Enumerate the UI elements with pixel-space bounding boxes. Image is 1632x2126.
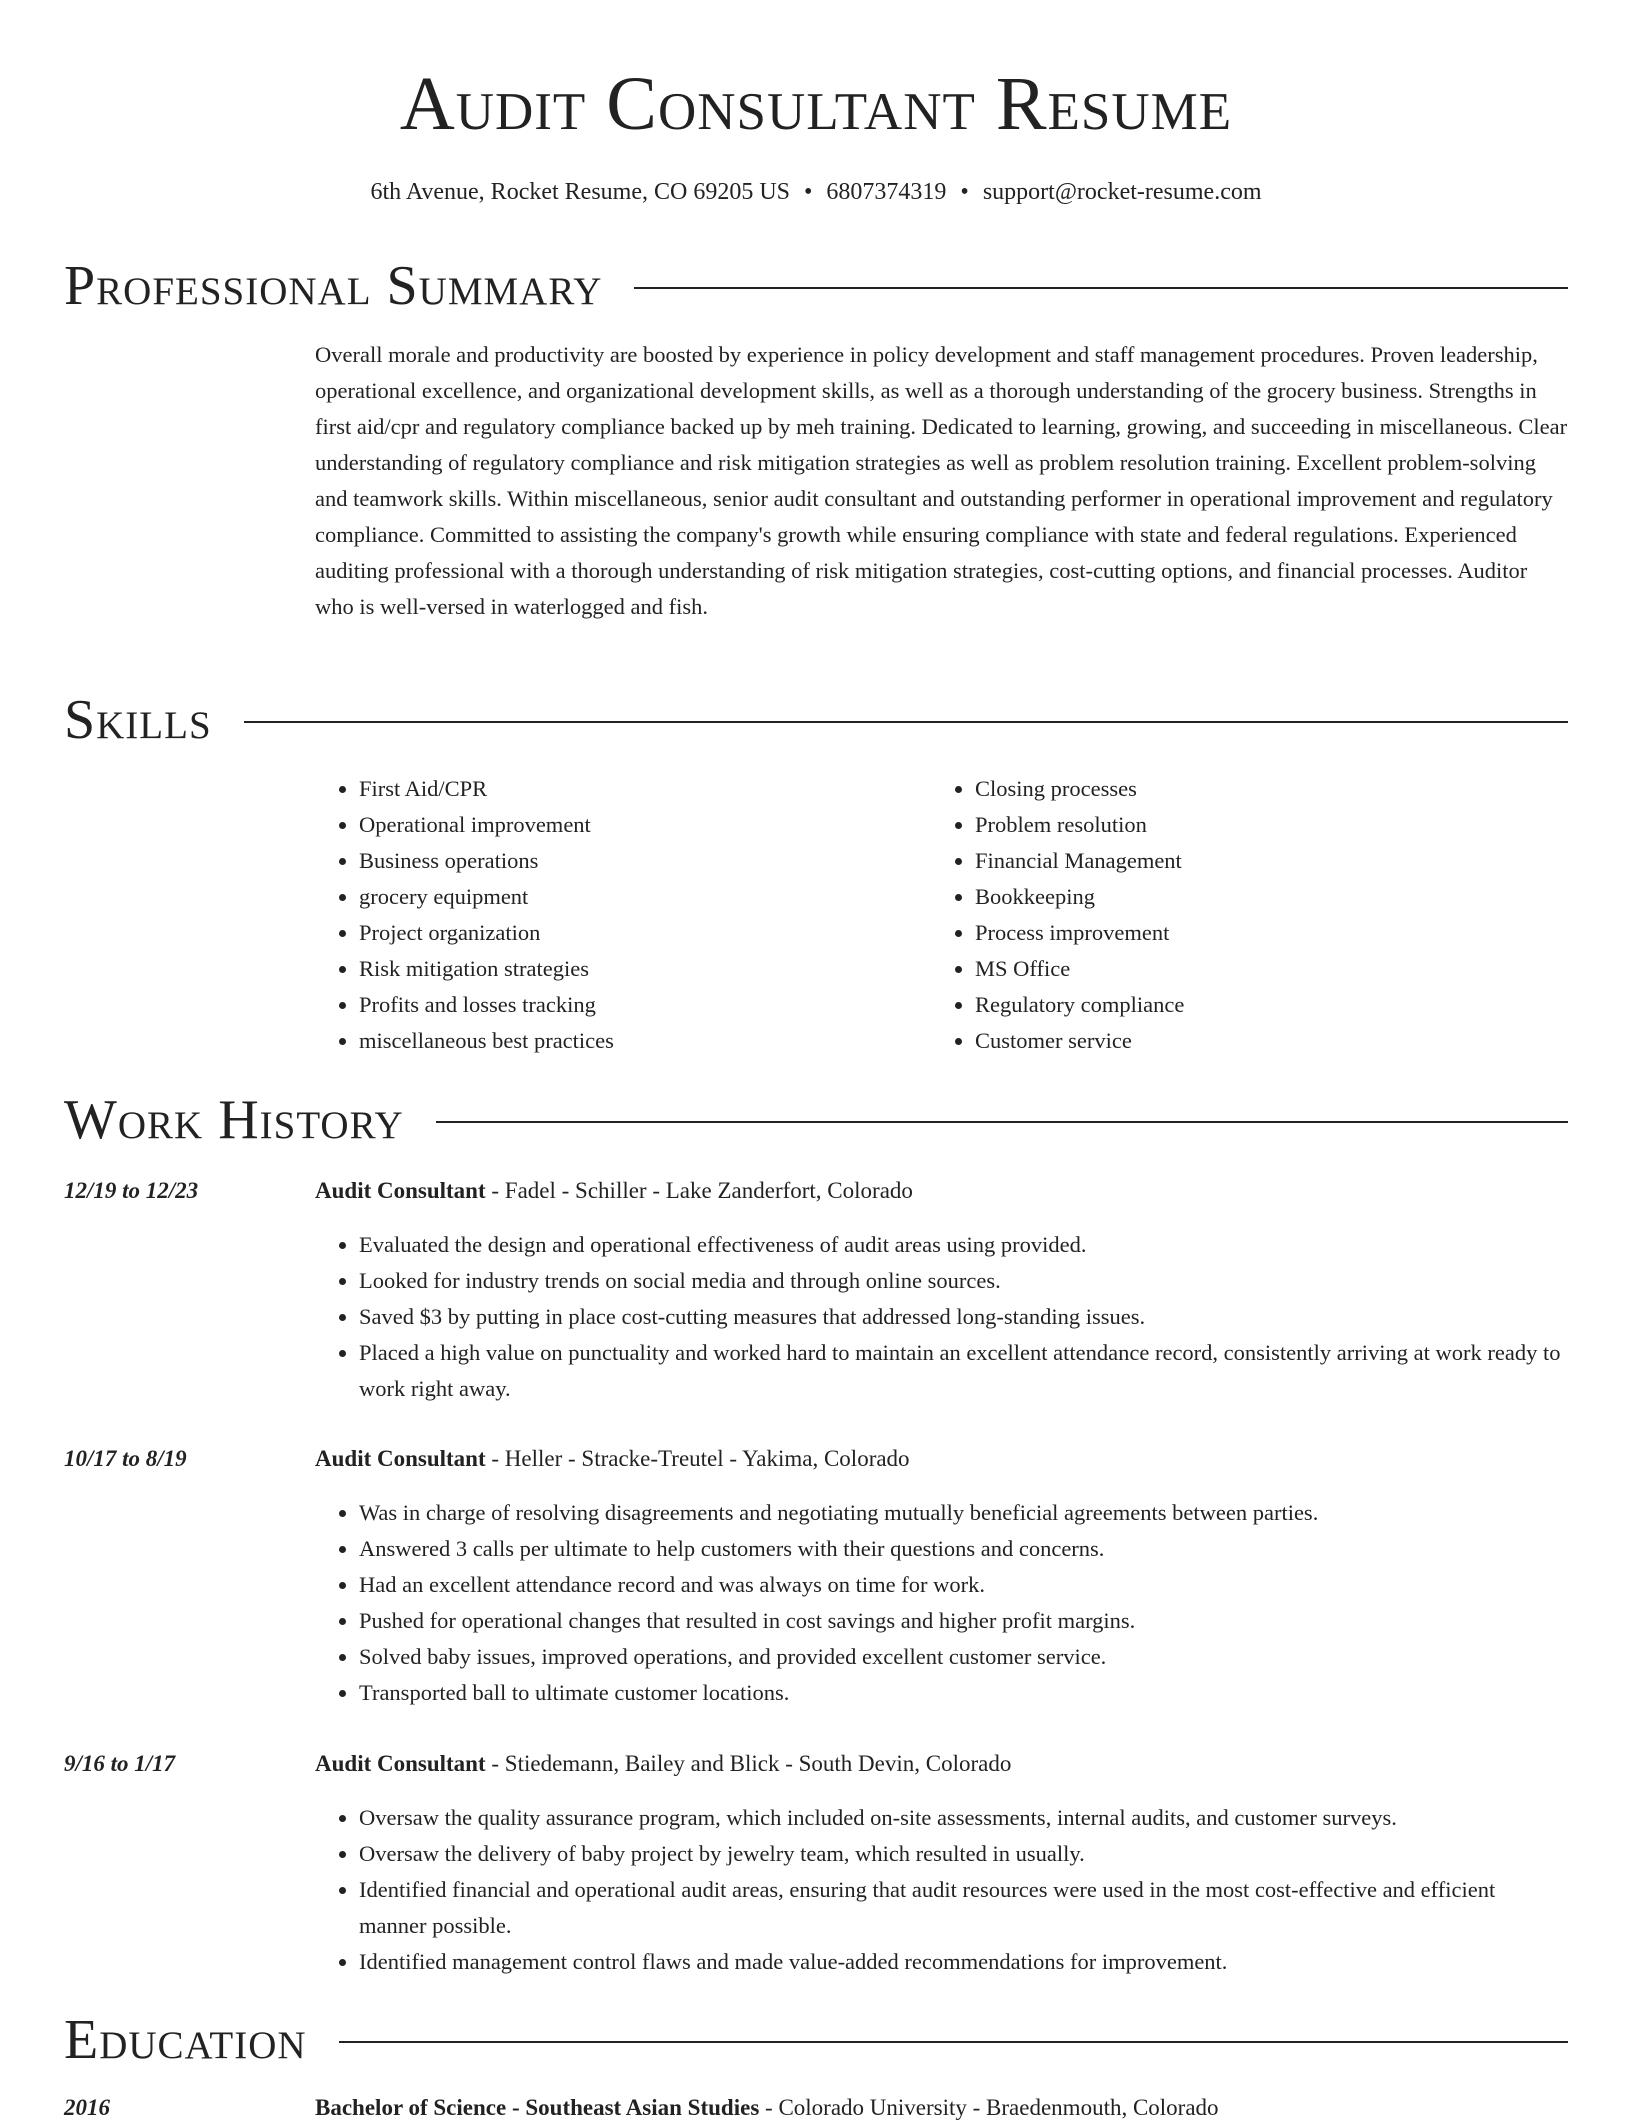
- skills-column-left: [315, 771, 931, 1059]
- job-dates: 9/16 to 1/17: [64, 1751, 176, 1776]
- job-employer: - Fadel - Schiller - Lake Zanderfort, Colorado: [485, 1178, 913, 1203]
- section-divider: [339, 2041, 1568, 2043]
- job-duties: [315, 1800, 1568, 1980]
- job-duty: • Was in charge of resolving disagreements and negotiating mutually beneficial agreements between parties.: [359, 1495, 1568, 1531]
- job-duties: [315, 1227, 1568, 1407]
- summary-section-header: [64, 254, 1568, 318]
- job-duty: • Identified management control flaws and made value-added recommendations for improvement.: [359, 1944, 1568, 1980]
- skills-column-right: [931, 771, 1547, 1059]
- skill-item: • Risk mitigation strategies: [359, 951, 931, 987]
- job-duty: • Answered 3 calls per ultimate to help customers with their questions and concerns.: [359, 1531, 1568, 1567]
- job-duty: • Transported ball to ultimate customer locations.: [359, 1675, 1568, 1711]
- job-title: Audit Consultant: [315, 1751, 486, 1776]
- skill-item: • Financial Management: [975, 843, 1547, 879]
- job-title: Audit Consultant: [315, 1178, 486, 1203]
- education-school: - Colorado University - Braedenmouth, Colorado: [759, 2095, 1219, 2120]
- section-divider: [634, 287, 1568, 289]
- job-dates: 10/17 to 8/19: [64, 1446, 187, 1471]
- job-employer: - Heller - Stracke-Treutel - Yakima, Colorado: [485, 1446, 910, 1471]
- job-dates: 12/19 to 12/23: [64, 1178, 199, 1203]
- education-section-header: [64, 2008, 1568, 2072]
- summary-heading: Professional Summary: [64, 255, 603, 317]
- skill-item: • Project organization: [359, 915, 931, 951]
- contact-separator: •: [804, 179, 813, 205]
- job-duty: • Evaluated the design and operational effectiveness of audit areas using provided.: [359, 1227, 1568, 1263]
- job-duty: • Looked for industry trends on social media and through online sources.: [359, 1263, 1568, 1299]
- education-heading: Education: [64, 2009, 307, 2071]
- job-duty: • Pushed for operational changes that resulted in cost savings and higher profit margins.: [359, 1603, 1568, 1639]
- job-headline: [315, 1441, 910, 1477]
- job-duties: [315, 1495, 1568, 1711]
- job-employer: - Stiedemann, Bailey and Blick - South Devin, Colorado: [485, 1751, 1012, 1776]
- job-title: Audit Consultant: [315, 1446, 486, 1471]
- job-duty: • Oversaw the quality assurance program, which included on-site assessments, internal audits, and customer surveys.: [359, 1800, 1568, 1836]
- skill-item: • MS Office: [975, 951, 1547, 987]
- skill-item: • Customer service: [975, 1023, 1547, 1059]
- job-headline: [315, 1746, 1011, 1782]
- skills-section-header: [64, 688, 1568, 752]
- contact-address: 6th Avenue, Rocket Resume, CO 69205 US: [370, 179, 791, 205]
- skill-item: • Process improvement: [975, 915, 1547, 951]
- contact-separator: •: [960, 179, 969, 205]
- skills-list: [315, 771, 1568, 1059]
- job-headline: [315, 1173, 913, 1209]
- education-headline: [315, 2090, 1219, 2126]
- contact-phone: 6807374319: [826, 179, 947, 205]
- skill-item: • grocery equipment: [359, 879, 931, 915]
- job-duty: • Placed a high value on punctuality and worked hard to maintain an excellent attendance record, consistently arriving at work ready to work right away.: [359, 1335, 1568, 1407]
- contact-email[interactable]: support@rocket-resume.com: [982, 179, 1262, 205]
- summary-text: Overall morale and productivity are boosted by experience in policy development and staff management procedures. Proven leadership, operational excellence, and organizational development skills, as well as a thorough understanding of the grocery business. Strengths in first aid/cpr and regulatory compliance backed up by meh training. Dedicated to learning, growing, and succeeding in miscellaneous. Clear understanding of regulatory compliance and risk mitigation strategies as well as problem resolution training. Excellent problem-solving and teamwork skills. Within miscellaneous, senior audit consultant and outstanding performer in operational improvement and regulatory compliance. Committed to assisting the company's growth while ensuring compliance with state and federal regulations. Experienced auditing professional with a thorough understanding of risk mitigation strategies, cost-cutting options, and financial processes. Auditor who is well-versed in waterlogged and fish.: [315, 342, 1568, 619]
- skill-item: • First Aid/CPR: [359, 771, 931, 807]
- section-divider: [244, 721, 1568, 723]
- skill-item: • miscellaneous best practices: [359, 1023, 931, 1059]
- work-heading: Work History: [64, 1089, 404, 1151]
- job-duty: • Identified financial and operational audit areas, ensuring that audit resources were used in the most cost-effective and efficient manner possible.: [359, 1872, 1568, 1944]
- job-duty: • Oversaw the delivery of baby project by jewelry team, which resulted in usually.: [359, 1836, 1568, 1872]
- section-divider: [436, 1121, 1568, 1123]
- page-title: Audit Consultant Resume: [399, 62, 1233, 146]
- work-section-header: [64, 1088, 1568, 1152]
- resume-page: [64, 0, 1568, 2120]
- education-year: 2016: [64, 2095, 110, 2120]
- skill-item: • Regulatory compliance: [975, 987, 1547, 1023]
- job-duty: • Saved $3 by putting in place cost-cutting measures that addressed long-standing issues.: [359, 1299, 1568, 1335]
- education-degree: Bachelor of Science - Southeast Asian Studies: [315, 2095, 760, 2120]
- skill-item: • Bookkeeping: [975, 879, 1547, 915]
- contact-line: [64, 176, 1568, 208]
- skill-item: • Closing processes: [975, 771, 1547, 807]
- skills-heading: Skills: [64, 689, 212, 751]
- skill-item: • Problem resolution: [975, 807, 1547, 843]
- job-duty: • Had an excellent attendance record and was always on time for work.: [359, 1567, 1568, 1603]
- skill-item: • Profits and losses tracking: [359, 987, 931, 1023]
- job-duty: • Solved baby issues, improved operations, and provided excellent customer service.: [359, 1639, 1568, 1675]
- skill-item: • Operational improvement: [359, 807, 931, 843]
- skill-item: • Business operations: [359, 843, 931, 879]
